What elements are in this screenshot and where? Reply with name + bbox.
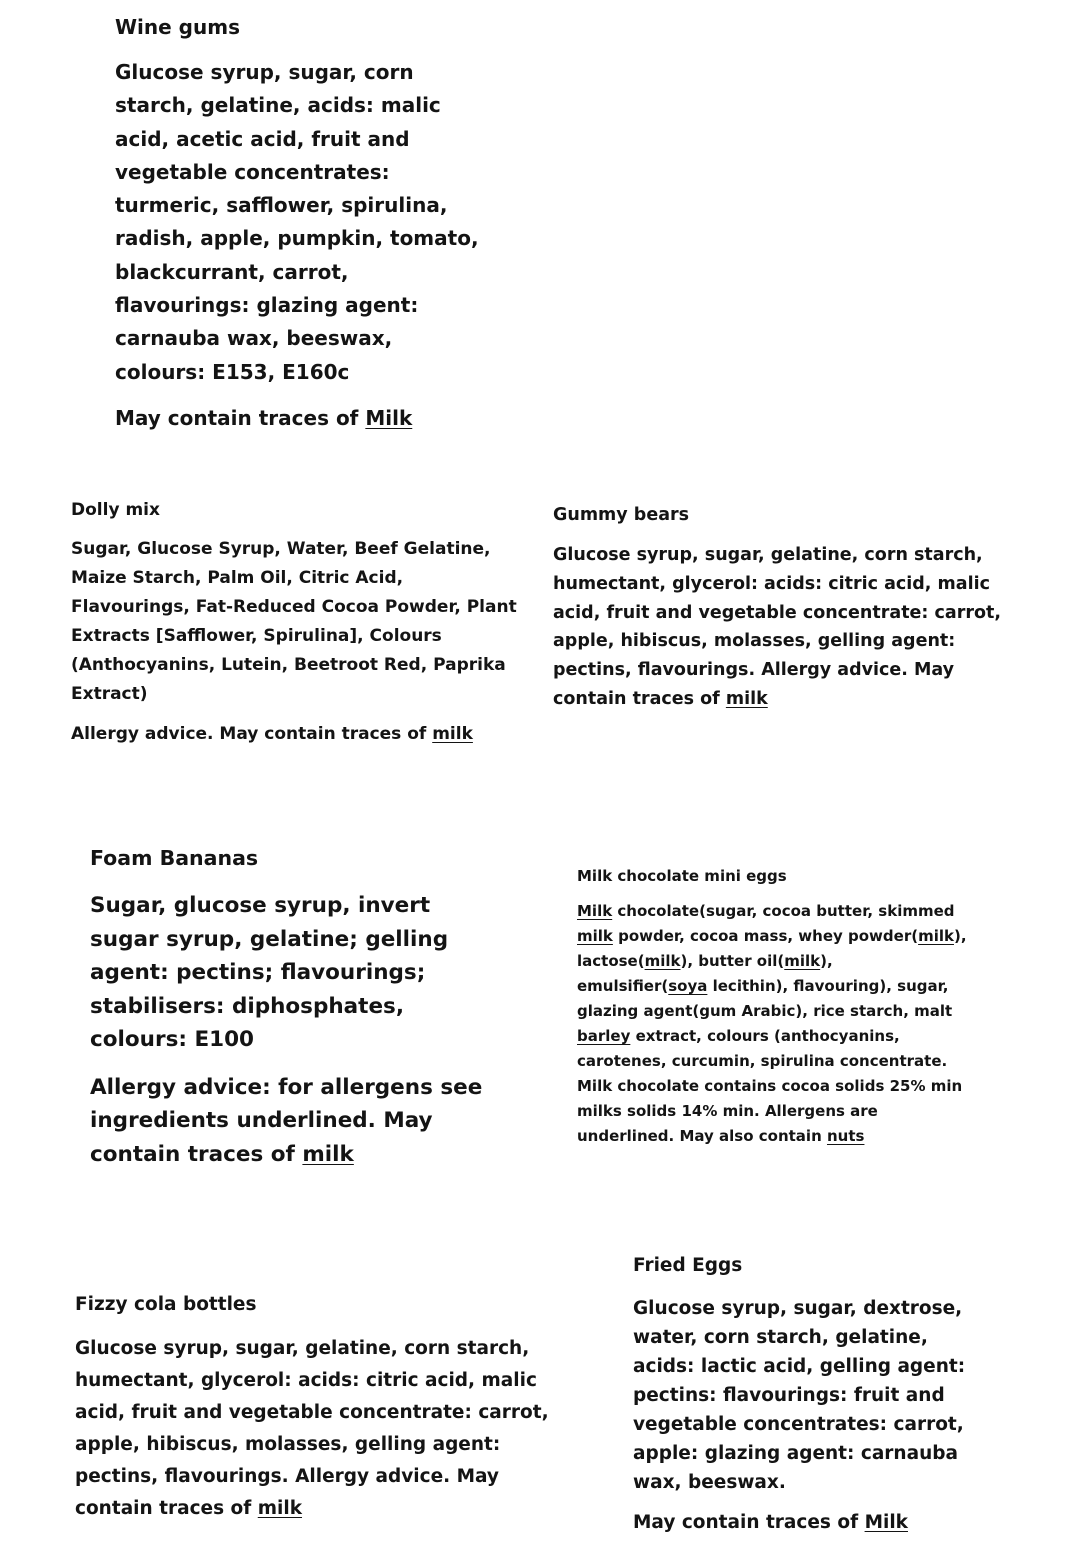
allergen-underlined: milk: [577, 927, 613, 945]
ingredients-body: Glucose syrup, sugar, gelatine, corn starch, humectant, glycerol: acids: citric acid, malic acid, fruit and vegetable concentrate: carrot, apple, hibiscus, molasses, gelling agent: pectins, flavourings. Allergy advice. May contain traces of: [75, 1338, 549, 1519]
allergen-underlined: milk: [725, 688, 768, 709]
allergen-underlined: Milk: [864, 1512, 908, 1533]
allergy-note: [71, 720, 521, 748]
product-title: Dolly mix: [71, 500, 160, 520]
allergen-underlined: Milk: [365, 405, 413, 430]
ingredients-segment: ), butter oil(: [680, 952, 785, 970]
allergen-underlined: milk: [257, 1498, 303, 1519]
ingredients-text: Glucose syrup, sugar, dextrose, water, corn starch, gelatine, acids: lactic acid, gelling agent: pectins: flavourings: fruit and vegetable concentrates: carrot, apple: glazing agent: carnauba wax, beeswax.: [633, 1298, 966, 1493]
product-title: Milk chocolate mini eggs: [577, 867, 787, 885]
product-title: Fizzy cola bottles: [75, 1294, 257, 1315]
allergy-text: Allergy advice. May contain traces of: [71, 724, 433, 744]
allergy-text: Allergy advice: for allergens see ingredients underlined. May contain traces of: [90, 1074, 483, 1167]
allergen-underlined: barley: [577, 1027, 631, 1045]
ingredients-text: [577, 899, 967, 1149]
product-fried-eggs: [633, 1252, 973, 1537]
product-dolly-mix: [71, 497, 521, 748]
allergen-underlined: milk: [432, 724, 473, 744]
ingredients-segment: ), emulsifier(: [577, 952, 833, 995]
ingredients-segment: chocolate(sugar, cocoa butter, skimmed: [612, 902, 955, 920]
ingredients-text: Glucose syrup, sugar, corn starch, gelatine, acids: malic acid, acetic acid, fruit and vegetable concentrates: turmeric, safflower, spirulina, radish, apple, pumpkin, tomato, blackcurrant, carrot, flavourings: glazing agent: carnauba wax, beeswax, colours: E153, E160c: [115, 60, 479, 384]
product-title: Fried Eggs: [633, 1255, 743, 1276]
allergy-text: May contain traces of: [115, 405, 366, 430]
ingredients-segment: ), lactose(: [577, 927, 967, 970]
ingredients-text: Sugar, Glucose Syrup, Water, Beef Gelatine, Maize Starch, Palm Oil, Citric Acid, Flavourings, Fat-Reduced Cocoa Powder, Plant Extracts [Safflower, Spirulina], Colours (Anthocyanins, Lutein, Beetroot Red, Paprika Extract): [71, 539, 517, 704]
product-title: Gummy bears: [553, 505, 690, 525]
ingredients-text: Sugar, glucose syrup, invert sugar syrup, gelatine; gelling agent: pectins; flavourings; stabilisers: diphosphates, colours: E100: [90, 893, 449, 1052]
product-gummy-bears: [553, 502, 1013, 714]
product-wine-gums: [115, 12, 485, 435]
allergen-underlined: Milk: [577, 902, 613, 920]
allergen-underlined: milk: [302, 1141, 354, 1167]
allergy-note: [115, 402, 485, 435]
allergen-underlined: soya: [668, 977, 708, 995]
product-milk-chocolate-mini-eggs: [577, 864, 967, 1149]
ingredients-text: [75, 1333, 565, 1525]
product-fizzy-cola-bottles: [75, 1290, 565, 1525]
product-title: Foam Bananas: [90, 846, 259, 870]
ingredients-segment: lecithin), flavouring), sugar, glazing agent(gum Arabic), rice starch, malt: [577, 977, 953, 1020]
allergen-underlined: nuts: [826, 1127, 865, 1145]
ingredients-segment: extract, colours (anthocyanins, carotenes, curcumin, spirulina concentrate. Milk chocolate contains cocoa solids 25% min milks solids 14% min. Allergens are underlined. May also contain: [577, 1027, 963, 1145]
product-foam-bananas: [90, 843, 490, 1171]
ingredients-body: Glucose syrup, sugar, gelatine, corn starch, humectant, glycerol: acids: citric acid, malic acid, fruit and vegetable concentrate: carrot, apple, hibiscus, molasses, gelling agent: pectins, flavourings. Allergy advice. May contain traces of: [553, 545, 1001, 709]
allergy-note: [633, 1508, 973, 1537]
allergy-note: [90, 1071, 490, 1172]
allergy-text: May contain traces of: [633, 1512, 865, 1533]
allergen-underlined: milk: [918, 927, 954, 945]
ingredients-segment: powder, cocoa mass, whey powder(: [612, 927, 919, 945]
ingredients-text: [553, 541, 1013, 714]
allergen-underlined: milk: [644, 952, 681, 970]
product-title: Wine gums: [115, 15, 240, 39]
allergen-underlined: milk: [784, 952, 821, 970]
